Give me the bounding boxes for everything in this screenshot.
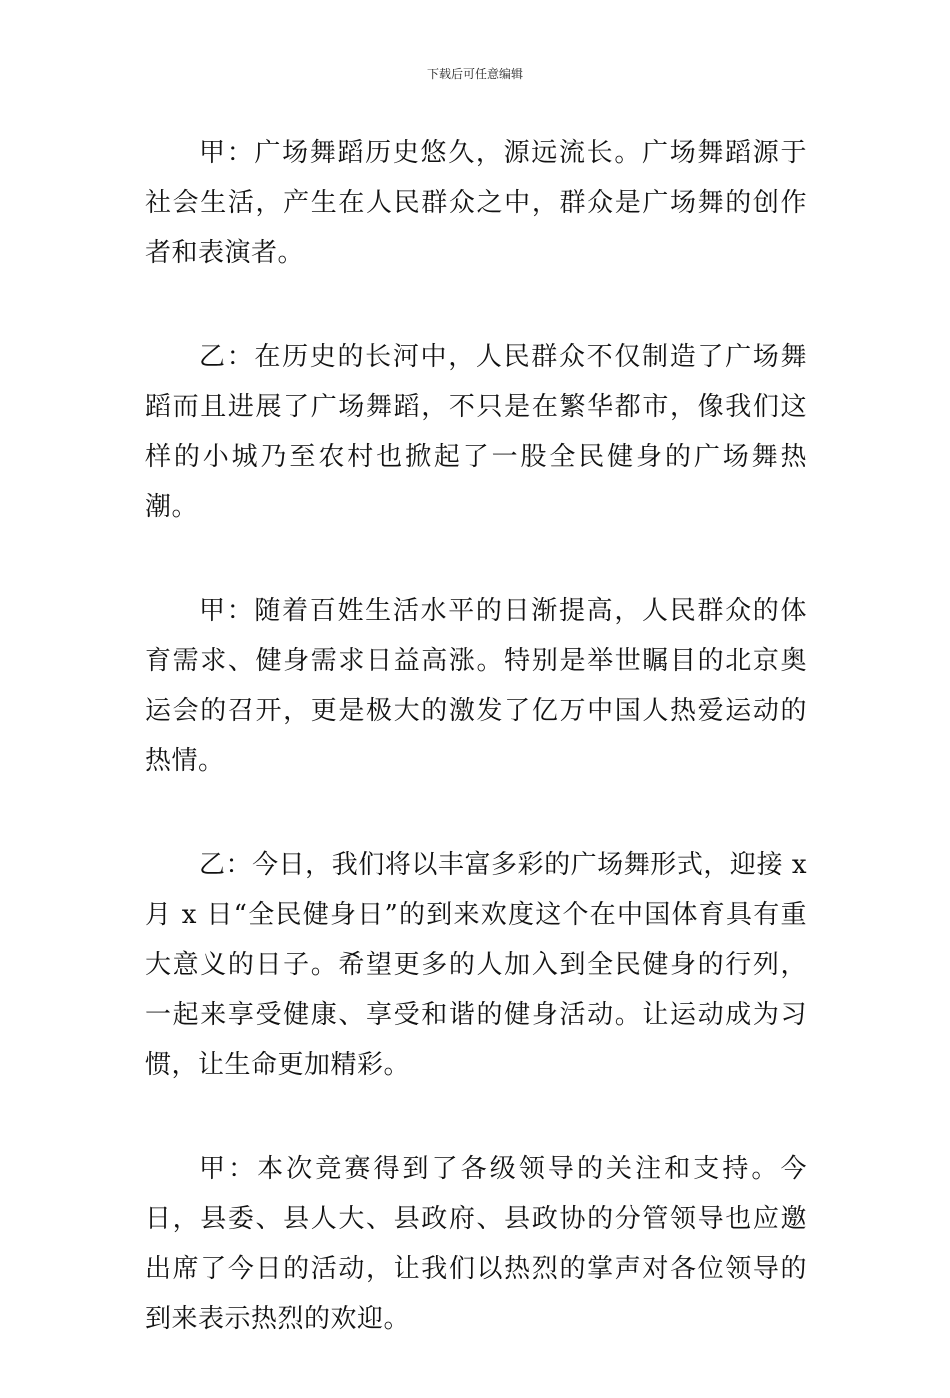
paragraph-1: 甲：广场舞蹈历史悠久，源远流长。广场舞蹈源于社会生活，产生在人民群众之中，群众是广场舞的创作者和表演者。 — [145, 138, 807, 268]
document-body — [145, 128, 807, 1398]
paragraph-4: 乙：今日，我们将以丰富多彩的广场舞形式，迎接 x 月 x 日“全民健身日”的到来欢度这个在中国体育具有重大意义的日子。希望更多的人加入到全民健身的行列，一起来享受健康、享受和谐的健身活动。让运动成为习惯，让生命更加精彩。 — [145, 850, 807, 1080]
paragraph-2: 乙：在历史的长河中，人民群众不仅制造了广场舞蹈而且进展了广场舞蹈，不只是在繁华都市，像我们这样的小城乃至农村也掀起了一股全民健身的广场舞热潮。 — [145, 342, 807, 522]
paragraph-5: 甲：本次竞赛得到了各级领导的关注和支持。今日，县委、县人大、县政府、县政协的分管领导也应邀出席了今日的活动，让我们以热烈的掌声对各位领导的到来表示热烈的欢迎。 — [145, 1154, 807, 1334]
paragraph-3: 甲：随着百姓生活水平的日渐提高，人民群众的体育需求、健身需求日益高涨。特别是举世瞩目的北京奥运会的召开，更是极大的激发了亿万中国人热爱运动的热情。 — [145, 596, 807, 776]
page-header-note: 下载后可任意编辑 — [426, 67, 523, 81]
